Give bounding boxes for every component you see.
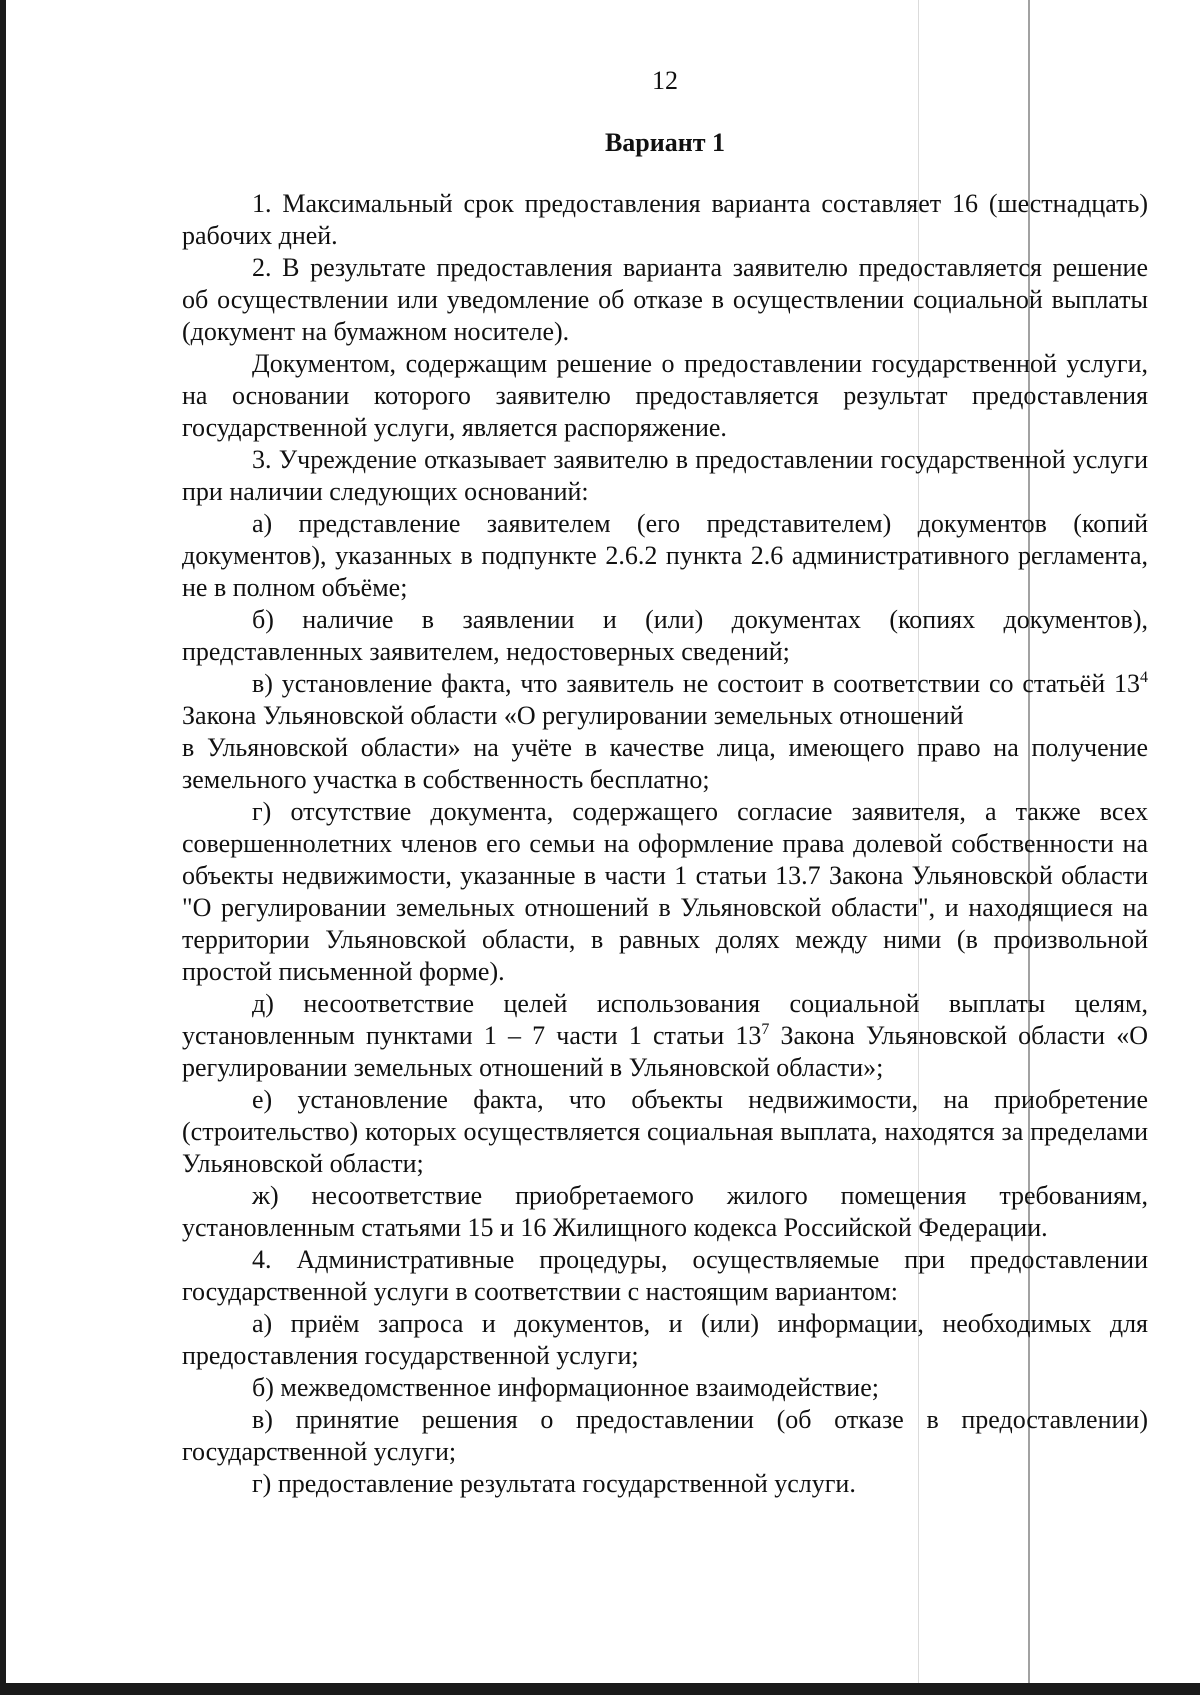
- paragraph-14: а) приём запроса и документов, и (или) информации, необходимых для предоставления государственной услуги;: [182, 1309, 1148, 1370]
- paragraph-10: [182, 988, 1148, 1084]
- paragraph-16: в) принятие решения о предоставлении (об отказе в предоставлении) государственной услуги;: [182, 1405, 1148, 1466]
- paragraph-11: е) установление факта, что объекты недвижимости, на приобретение (строительство) которых осуществляется социальная выплата, находятся за пределами Ульяновской области;: [182, 1085, 1148, 1178]
- paragraph-17: г) предоставление результата государственной услуги.: [252, 1469, 856, 1498]
- document-body: [182, 188, 1148, 1500]
- paragraph-5: а) представление заявителем (его представителем) документов (копий документов), указанных в подпункте 2.6.2 пункта 2.6 административного регламента, не в полном объёме;: [182, 509, 1148, 602]
- paragraph-6: б) наличие в заявлении и (или) документах (копиях документов), представленных заявителем, недостоверных сведений;: [182, 605, 1148, 666]
- paragraph-9: г) отсутствие документа, содержащего согласие заявителя, а также всех совершеннолетних членов его семьи на оформление права долевой собственности на объекты недвижимости, указанные в части 1 статьи 13.7 Закона Ульяновской области "О регулировании земельных отношений в Ульяновской области", и находящиеся на территории Ульяновской области, в равных долях между ними (в произвольной простой письменной форме).: [182, 797, 1148, 986]
- paragraph-7-text-a: в) установление факта, что заявитель не состоит в соответствии со статьёй 13: [252, 669, 1140, 698]
- paragraph-7-text-b: Закона Ульяновской области «О регулировании земельных отношений: [182, 701, 964, 730]
- paragraph-10-superscript: 7: [761, 1021, 770, 1038]
- scan-border-left: [0, 0, 6, 1695]
- paragraph-10-text-a: д) несоответствие целей использования социальной выплаты целям, установленным пунктами 1 – 7 части 1 статьи 13: [182, 989, 1148, 1050]
- paragraph-8: в Ульяновской области» на учёте в качестве лица, имеющего право на получение земельного участка в собственность бесплатно;: [182, 733, 1148, 794]
- paragraph-12: ж) несоответствие приобретаемого жилого помещения требованиям, установленным статьями 15 и 16 Жилищного кодекса Российской Федерации.: [182, 1181, 1148, 1242]
- paragraph-7-superscript: 4: [1140, 669, 1148, 686]
- page-number: 12: [652, 66, 678, 95]
- paragraph-3: Документом, содержащим решение о предоставлении государственной услуги, на основании которого заявителю предоставляется результат предоставления государственной услуги, является распоряжение.: [182, 349, 1148, 442]
- paragraph-15: б) межведомственное информационное взаимодействие;: [252, 1373, 879, 1402]
- paragraph-13: 4. Административные процедуры, осуществляемые при предоставлении государственной услуги в соответствии с настоящим вариантом:: [182, 1245, 1148, 1306]
- paragraph-4: 3. Учреждение отказывает заявителю в предоставлении государственной услуги при наличии следующих оснований:: [182, 445, 1148, 506]
- scan-border-bottom: [0, 1683, 1200, 1695]
- paragraph-2: 2. В результате предоставления варианта заявителю предоставляется решение об осуществлении или уведомление об отказе в осуществлении социальной выплаты (документ на бумажном носителе).: [182, 253, 1148, 346]
- paragraph-10-text-b: Закона Ульяновской области «О регулировании земельных отношений в Ульяновской области»;: [182, 1021, 1149, 1082]
- paragraph-1: 1. Максимальный срок предоставления варианта составляет 16 (шестнадцать) рабочих дней.: [182, 189, 1148, 250]
- section-heading: Вариант 1: [604, 128, 726, 157]
- paragraph-7: [182, 668, 1148, 732]
